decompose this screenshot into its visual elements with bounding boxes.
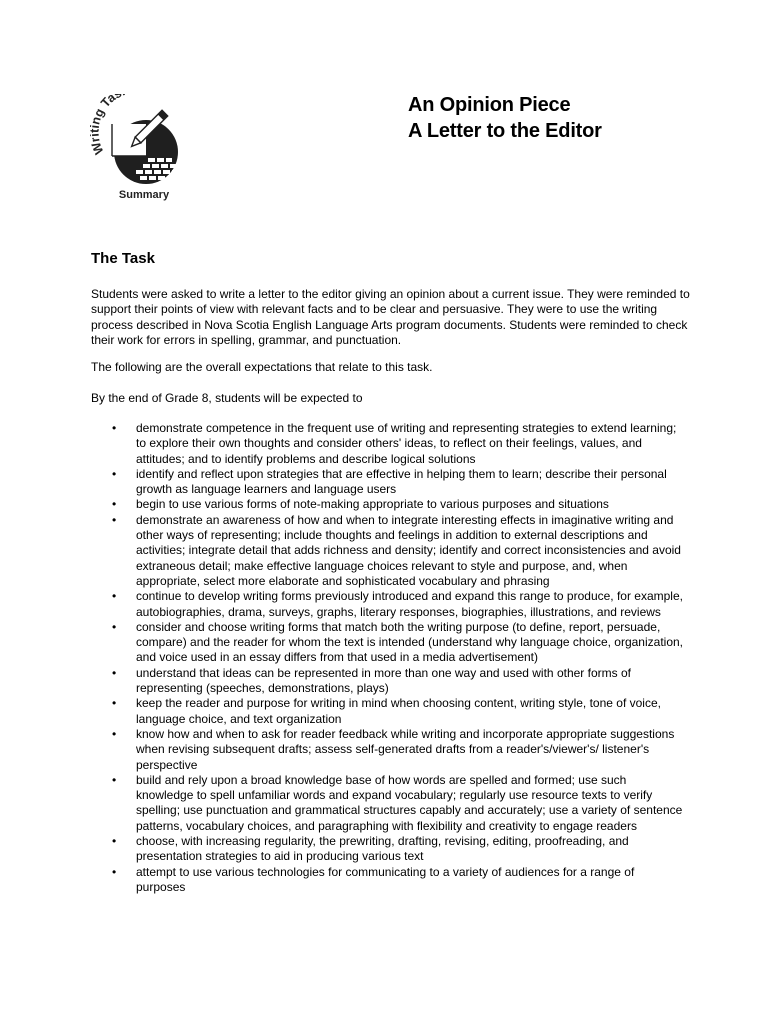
expectation-item [108, 497, 683, 512]
section-heading: The Task [91, 250, 155, 267]
expectation-text: identify and reflect upon strategies that are effective in helping them to learn; describe their personal growth as language learners and language users [136, 466, 667, 497]
task-description-paragraph: Students were asked to write a letter to the editor giving an opinion about a current issue. They were reminded to support their points of view with relevant facts and to be clear and persuasive. They were to use the writing process described in Nova Scotia English Language Arts program documents. Students were reminded to check their work for errors in spelling, grammar, and punctuation. [91, 287, 690, 347]
title-line-2: A Letter to the Editor [408, 120, 602, 142]
expectation-item [108, 666, 683, 697]
expectation-item [108, 727, 683, 773]
expectation-item [108, 696, 683, 727]
title-line-1: An Opinion Piece [408, 94, 571, 116]
expectation-text: demonstrate an awareness of how and when to integrate interesting effects in imaginative writing and other ways of representing; include thoughts and feelings in addition to external descriptions and activities; integrate detail that adds richness and density; identify and correct inconsistencies and avoid extraneous detail; make effective language choices relevant to style and purpose, and, when appropriate, select more elaborate and sophisticated vocabulary and phrasing [136, 512, 681, 588]
expectation-text: demonstrate competence in the frequent use of writing and representing strategies to extend learning; to explore their own thoughts and consider others' ideas, to reflect on their feelings, values, and attitudes; and to identify problems and describe logical solutions [136, 421, 677, 466]
bullet-icon: • [112, 834, 117, 849]
document-title [408, 92, 602, 144]
expectation-item [108, 421, 683, 467]
bullet-icon: • [112, 665, 117, 680]
expectation-text: keep the reader and purpose for writing in mind when choosing content, writing style, tone of voice, language choice, and text organization [136, 696, 661, 726]
expectation-item [108, 620, 683, 666]
logo-arc-text: W g Ta [90, 94, 119, 157]
writing-task-summary-logo [90, 94, 190, 204]
expectation-item [108, 513, 683, 589]
expectation-item [108, 467, 683, 498]
expectation-text: continue to develop writing forms previously introduced and expand this range to produce, for example, autobiographies, drama, surveys, graphs, literary responses, biographies, illustrations, and reviews [136, 589, 683, 619]
expectation-item [108, 589, 683, 620]
bullet-icon: • [112, 497, 117, 512]
expectation-text: attempt to use various technologies for communicating to a variety of audiences for a range of purposes [136, 864, 635, 894]
writing-task-logo-graphic [90, 94, 190, 204]
expectation-item [108, 773, 683, 834]
expectation-text: know how and when to ask for reader feedback while writing and incorporate appropriate suggestions when revising subsequent drafts; assess self-generated drafts from a reader's/viewer's/ listener's perspective [136, 726, 675, 772]
bullet-icon: • [112, 726, 117, 741]
bullet-icon: • [112, 512, 117, 527]
bullet-icon: • [112, 696, 117, 711]
expectation-text: choose, with increasing regularity, the prewriting, drafting, revising, editing, proofreading, and presentation strategies to aid in producing various text [136, 834, 629, 864]
expectation-item [108, 834, 683, 865]
expectations-list [108, 421, 683, 895]
grade-expectation-lead: By the end of Grade 8, students will be expected to [91, 391, 363, 405]
bullet-icon: • [112, 466, 117, 481]
expectation-text: build and rely upon a broad knowledge base of how words are spelled and formed; use such knowledge to spell unfamiliar words and expand vocabulary; regularly use resource texts to verify spelling; use punctuation and grammatical structures capably and accurately; use a variety of sentence patterns, vocabulary choices, and paragraphing with flexibility and creativity to engage readers [136, 772, 683, 833]
bullet-icon: • [112, 619, 117, 634]
expectation-item [108, 865, 683, 896]
bullet-icon: • [112, 772, 117, 787]
expectation-text: begin to use various forms of note-making appropriate to various purposes and situations [136, 497, 609, 512]
expectation-text: consider and choose writing forms that match both the writing purpose (to define, report, persuade, compare) and the reader for whom the text is intended (understand why language choice, organization, and voice used in an essay differs from that used in a media advertisement) [136, 619, 683, 665]
expectations-intro-paragraph: The following are the overall expectations that relate to this task. [91, 360, 433, 374]
bullet-icon: • [112, 421, 117, 435]
bullet-icon: • [112, 864, 117, 879]
expectation-text: understand that ideas can be represented in more than one way and used with other forms of representing (speeches, demonstrations, plays) [136, 665, 631, 696]
logo-caption: Summary [118, 189, 170, 201]
bullet-icon: • [112, 589, 117, 604]
